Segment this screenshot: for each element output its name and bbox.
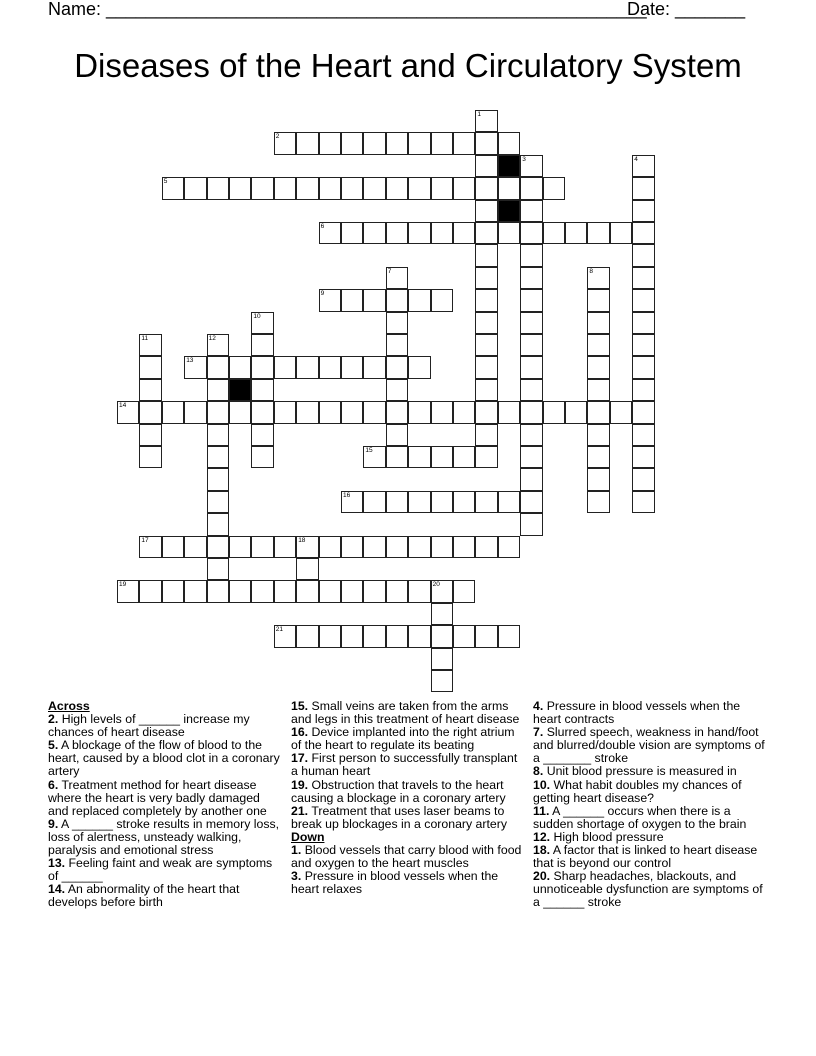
grid-cell[interactable] (184, 401, 206, 423)
grid-cell[interactable] (162, 536, 184, 558)
grid-cell[interactable] (274, 356, 296, 378)
cell-number: 8 (589, 267, 594, 275)
grid-cell[interactable] (453, 177, 475, 199)
grid-cell[interactable] (162, 580, 184, 602)
grid-cell[interactable] (408, 289, 430, 311)
grid-cell[interactable] (139, 356, 161, 378)
grid-cell[interactable] (251, 177, 273, 199)
grid-cell[interactable] (408, 491, 430, 513)
cell-number: 16 (343, 491, 351, 499)
grid-cell[interactable] (453, 446, 475, 468)
grid-cell[interactable] (632, 222, 654, 244)
grid-cell[interactable] (319, 625, 341, 647)
grid-cell[interactable] (386, 446, 408, 468)
grid-cell[interactable] (319, 177, 341, 199)
cell-number: 11 (141, 335, 149, 342)
grid-cell[interactable] (587, 222, 609, 244)
cell-number: 18 (298, 536, 306, 544)
grid-cell[interactable] (207, 536, 229, 558)
grid-cell[interactable] (520, 334, 542, 356)
grid-cell[interactable] (565, 222, 587, 244)
grid-cell[interactable] (408, 356, 430, 378)
grid-cell[interactable] (408, 446, 430, 468)
cell-number: 14 (119, 402, 127, 410)
grid-cell[interactable] (408, 132, 430, 154)
grid-cell[interactable] (408, 177, 430, 199)
clue-across-19: 19. Obstruction that travels to the heart causing a blockage in a coronary artery (291, 777, 506, 805)
grid-cell[interactable] (587, 379, 609, 401)
grid-cell[interactable] (296, 401, 318, 423)
grid-cell[interactable] (229, 580, 251, 602)
grid-cell[interactable] (475, 289, 497, 311)
grid-cell[interactable] (207, 468, 229, 490)
grid-cell[interactable] (408, 222, 430, 244)
grid-cell[interactable] (475, 424, 497, 446)
across-heading: Across (48, 699, 90, 713)
grid-cell[interactable] (319, 536, 341, 558)
grid-cell[interactable] (341, 625, 363, 647)
grid-cell[interactable] (475, 401, 497, 423)
grid-cell[interactable] (139, 379, 161, 401)
clue-down-1: 1. Blood vessels that carry blood with food and oxygen to the heart muscles (291, 843, 522, 871)
clue-column-3 (533, 700, 765, 910)
clue-across-5: 5. A blockage of the flow of blood to the heart, caused by a blood clot in a coronary artery (48, 738, 280, 779)
grid-cell[interactable] (184, 580, 206, 602)
grid-cell[interactable] (632, 200, 654, 222)
grid-cell[interactable] (453, 222, 475, 244)
grid-cell[interactable] (319, 401, 341, 423)
grid-cell[interactable] (587, 468, 609, 490)
grid-cell[interactable] (610, 401, 632, 423)
grid-cell[interactable] (341, 401, 363, 423)
grid-cell[interactable] (207, 334, 229, 356)
grid-cell[interactable] (229, 401, 251, 423)
grid-cell[interactable] (341, 491, 363, 513)
cell-number: 10 (253, 312, 261, 320)
grid-cell[interactable] (251, 379, 273, 401)
grid-cell[interactable] (498, 132, 520, 154)
grid-cell[interactable] (274, 580, 296, 602)
grid-cell[interactable] (408, 401, 430, 423)
clue-down-18: 18. A factor that is linked to heart disease that is beyond our control (533, 843, 758, 871)
clue-across-16: 16. Device implanted into the right atrium of the heart to regulate its beating (291, 725, 515, 753)
cell-number: 13 (186, 357, 194, 365)
grid-cell[interactable] (363, 401, 385, 423)
grid-block-cell (229, 379, 251, 401)
grid-cell[interactable] (207, 177, 229, 199)
grid-cell[interactable] (431, 603, 453, 625)
grid-cell[interactable] (363, 222, 385, 244)
clue-across-14: 14. An abnormality of the heart that develops before birth (48, 882, 240, 910)
grid-cell[interactable] (632, 446, 654, 468)
grid-cell[interactable] (632, 379, 654, 401)
name-line[interactable]: Name: ______________________________________________________ (48, 0, 647, 19)
grid-cell[interactable] (274, 177, 296, 199)
clue-across-6: 6. Treatment method for heart disease where the heart is very badly damaged and replaced completely by another one (48, 777, 267, 818)
cell-number: 15 (365, 447, 373, 454)
cell-number: 20 (432, 581, 440, 589)
grid-cell[interactable] (296, 580, 318, 602)
grid-cell[interactable] (251, 312, 273, 334)
grid-cell[interactable] (363, 625, 385, 647)
grid-cell[interactable] (386, 356, 408, 378)
grid-cell[interactable] (520, 200, 542, 222)
grid-cell[interactable] (319, 580, 341, 602)
grid-cell[interactable] (296, 625, 318, 647)
grid-cell[interactable] (386, 312, 408, 334)
clue-across-21: 21. Treatment that uses laser beams to break up blockages in a coronary artery (291, 803, 507, 831)
grid-cell[interactable] (431, 177, 453, 199)
grid-cell[interactable] (587, 267, 609, 289)
grid-cell[interactable] (632, 177, 654, 199)
grid-cell[interactable] (296, 558, 318, 580)
grid-cell[interactable] (587, 334, 609, 356)
clue-across-15: 15. Small veins are taken from the arms and legs in this treatment of heart disease (291, 699, 520, 727)
grid-cell[interactable] (363, 356, 385, 378)
grid-cell[interactable] (341, 289, 363, 311)
grid-cell[interactable] (520, 289, 542, 311)
clue-down-20: 20. Sharp headaches, blackouts, and unnoticeable dysfunction are symptoms of a ______ stroke (533, 869, 763, 910)
grid-cell[interactable] (543, 177, 565, 199)
page-title: Diseases of the Heart and Circulatory System (74, 47, 742, 84)
grid-cell[interactable] (296, 356, 318, 378)
grid-cell[interactable] (386, 625, 408, 647)
clue-down-7: 7. Slurred speech, weakness in hand/foot and blurred/double vision are symptoms of a _______ stroke (533, 725, 765, 766)
grid-cell[interactable] (363, 177, 385, 199)
grid-cell[interactable] (565, 401, 587, 423)
grid-cell[interactable] (341, 177, 363, 199)
grid-cell[interactable] (520, 424, 542, 446)
grid-cell[interactable] (475, 446, 497, 468)
clue-down-12: 12. High blood pressure (533, 829, 664, 844)
grid-cell[interactable] (431, 446, 453, 468)
grid-cell[interactable] (520, 356, 542, 378)
clue-across-17: 17. First person to successfully transplant a human heart (291, 751, 518, 779)
cell-number: 21 (275, 626, 284, 634)
grid-cell[interactable] (431, 648, 453, 670)
grid-cell[interactable] (632, 155, 654, 177)
grid-cell[interactable] (207, 491, 229, 513)
grid-cell[interactable] (520, 401, 542, 423)
grid-cell[interactable] (520, 491, 542, 513)
grid-cell[interactable] (251, 334, 273, 356)
clue-down-10: 10. What habit doubles my chances of getting heart disease? (533, 777, 742, 805)
grid-cell[interactable] (453, 580, 475, 602)
grid-cell[interactable] (475, 155, 497, 177)
grid-cell[interactable] (632, 289, 654, 311)
grid-cell[interactable] (207, 513, 229, 535)
grid-cell[interactable] (520, 155, 542, 177)
grid-cell[interactable] (475, 536, 497, 558)
grid-cell[interactable] (363, 536, 385, 558)
grid-cell[interactable] (475, 177, 497, 199)
grid-cell[interactable] (117, 580, 139, 602)
cell-number: 1 (477, 111, 482, 118)
grid-cell[interactable] (386, 401, 408, 423)
grid-cell[interactable] (139, 536, 161, 558)
grid-cell[interactable] (386, 491, 408, 513)
date-line[interactable]: Date: _______ (627, 0, 746, 19)
grid-cell[interactable] (475, 356, 497, 378)
grid-cell[interactable] (139, 446, 161, 468)
cell-number: 12 (208, 335, 216, 342)
grid-cell[interactable] (475, 334, 497, 356)
grid-cell[interactable] (207, 379, 229, 401)
grid-cell[interactable] (520, 177, 542, 199)
grid-cell[interactable] (632, 491, 654, 513)
grid-cell[interactable] (632, 468, 654, 490)
grid-cell[interactable] (229, 356, 251, 378)
grid-cell[interactable] (453, 536, 475, 558)
grid-cell[interactable] (274, 536, 296, 558)
grid-cell[interactable] (587, 312, 609, 334)
grid-cell[interactable] (431, 289, 453, 311)
grid-cell[interactable] (520, 379, 542, 401)
clue-across-13: 13. Feeling faint and weak are symptoms of ______ (48, 856, 273, 884)
grid-cell[interactable] (475, 222, 497, 244)
grid-cell[interactable] (363, 289, 385, 311)
grid-cell[interactable] (610, 222, 632, 244)
grid-cell[interactable] (251, 401, 273, 423)
grid-cell[interactable] (632, 267, 654, 289)
grid-cell[interactable] (431, 625, 453, 647)
grid-cell[interactable] (475, 267, 497, 289)
grid-cell[interactable] (543, 401, 565, 423)
grid-cell[interactable] (632, 356, 654, 378)
grid-cell[interactable] (386, 379, 408, 401)
grid-cell[interactable] (251, 356, 273, 378)
grid-block-cell (498, 200, 520, 222)
grid-cell[interactable] (386, 424, 408, 446)
grid-cell[interactable] (520, 468, 542, 490)
grid-cell[interactable] (587, 424, 609, 446)
cell-number: 3 (522, 155, 526, 163)
grid-block-cell (498, 155, 520, 177)
grid-cell[interactable] (386, 132, 408, 154)
grid-cell[interactable] (453, 132, 475, 154)
grid-cell[interactable] (296, 177, 318, 199)
grid-cell[interactable] (498, 177, 520, 199)
grid-cell[interactable] (139, 334, 161, 356)
grid-cell[interactable] (431, 401, 453, 423)
grid-cell[interactable] (475, 312, 497, 334)
clue-down-8: 8. Unit blood pressure is measured in (533, 764, 737, 779)
grid-cell[interactable] (274, 401, 296, 423)
grid-cell[interactable] (632, 401, 654, 423)
grid-cell[interactable] (363, 491, 385, 513)
grid-cell[interactable] (386, 177, 408, 199)
grid-cell[interactable] (274, 132, 296, 154)
grid-cell[interactable] (453, 401, 475, 423)
grid-cell[interactable] (431, 670, 453, 692)
grid-cell[interactable] (632, 244, 654, 266)
grid-cell[interactable] (520, 513, 542, 535)
grid-cell[interactable] (341, 580, 363, 602)
grid-cell[interactable] (251, 424, 273, 446)
grid-cell[interactable] (408, 625, 430, 647)
grid-cell[interactable] (587, 356, 609, 378)
grid-cell[interactable] (431, 491, 453, 513)
clue-column-2 (291, 700, 523, 896)
grid-cell[interactable] (341, 536, 363, 558)
grid-cell[interactable] (632, 312, 654, 334)
grid-cell[interactable] (363, 132, 385, 154)
clue-down-11: 11. A ______ occurs when there is a sudden shortage of oxygen to the brain (533, 803, 747, 831)
clue-column-1 (48, 700, 280, 910)
grid-cell[interactable] (498, 536, 520, 558)
grid-cell[interactable] (363, 446, 385, 468)
grid-cell[interactable] (543, 222, 565, 244)
cell-number: 19 (119, 581, 127, 589)
grid-cell[interactable] (296, 132, 318, 154)
grid-cell[interactable] (319, 132, 341, 154)
grid-cell[interactable] (341, 222, 363, 244)
down-heading: Down (291, 829, 325, 844)
cell-number: 9 (320, 290, 325, 298)
clue-down-3: 3. Pressure in blood vessels when the heart relaxes (291, 869, 499, 897)
grid-cell[interactable] (475, 200, 497, 222)
grid-cell[interactable] (386, 289, 408, 311)
grid-cell[interactable] (162, 177, 184, 199)
grid-cell[interactable] (520, 222, 542, 244)
grid-cell[interactable] (475, 625, 497, 647)
grid-cell[interactable] (386, 334, 408, 356)
grid-cell[interactable] (207, 424, 229, 446)
grid-cell[interactable] (207, 580, 229, 602)
grid-cell[interactable] (207, 446, 229, 468)
grid-cell[interactable] (520, 312, 542, 334)
grid-cell[interactable] (207, 356, 229, 378)
grid-cell[interactable] (386, 580, 408, 602)
grid-cell[interactable] (520, 446, 542, 468)
grid-cell[interactable] (520, 267, 542, 289)
grid-cell[interactable] (207, 558, 229, 580)
grid-cell[interactable] (319, 222, 341, 244)
grid-cell[interactable] (184, 356, 206, 378)
grid-cell[interactable] (296, 536, 318, 558)
grid-cell[interactable] (475, 491, 497, 513)
cell-number: 17 (141, 536, 149, 544)
grid-cell[interactable] (587, 401, 609, 423)
grid-cell[interactable] (453, 625, 475, 647)
grid-cell[interactable] (184, 177, 206, 199)
grid-cell[interactable] (319, 356, 341, 378)
clue-down-4: 4. Pressure in blood vessels when the heart contracts (533, 699, 741, 727)
grid-cell[interactable] (498, 625, 520, 647)
grid-cell[interactable] (162, 401, 184, 423)
grid-cell[interactable] (498, 491, 520, 513)
grid-cell[interactable] (453, 491, 475, 513)
grid-cell[interactable] (475, 244, 497, 266)
clue-across-2: 2. High levels of ______ increase my chances of heart disease (48, 712, 250, 740)
grid-cell[interactable] (319, 289, 341, 311)
grid-cell[interactable] (139, 424, 161, 446)
grid-cell[interactable] (520, 244, 542, 266)
grid-cell[interactable] (431, 536, 453, 558)
grid-cell[interactable] (251, 580, 273, 602)
cell-number: 5 (163, 178, 168, 186)
grid-cell[interactable] (431, 132, 453, 154)
cell-number: 2 (275, 133, 280, 141)
grid-cell[interactable] (363, 580, 385, 602)
cell-number: 6 (320, 223, 325, 230)
grid-cell[interactable] (251, 536, 273, 558)
grid-cell[interactable] (117, 401, 139, 423)
grid-cell[interactable] (139, 580, 161, 602)
grid-cell[interactable] (274, 625, 296, 647)
grid-cell[interactable] (475, 132, 497, 154)
grid-cell[interactable] (341, 356, 363, 378)
grid-cell[interactable] (386, 536, 408, 558)
grid-cell[interactable] (184, 536, 206, 558)
cell-number: 7 (387, 267, 392, 275)
grid-cell[interactable] (475, 110, 497, 132)
grid-cell[interactable] (386, 222, 408, 244)
clue-across-9: 9. A ______ stroke results in memory loss, loss of alertness, unsteady walking, paralysis and emotional stress (48, 816, 280, 858)
grid-cell[interactable] (229, 177, 251, 199)
cell-number: 4 (634, 155, 638, 163)
grid-cell[interactable] (498, 401, 520, 423)
grid-cell[interactable] (207, 401, 229, 423)
grid-cell[interactable] (587, 289, 609, 311)
grid-cell[interactable] (632, 424, 654, 446)
grid-cell[interactable] (251, 446, 273, 468)
grid-cell[interactable] (386, 267, 408, 289)
grid-cell[interactable] (229, 536, 251, 558)
grid-cell[interactable] (408, 536, 430, 558)
grid-cell[interactable] (408, 580, 430, 602)
grid-cell[interactable] (632, 334, 654, 356)
grid-cell[interactable] (475, 379, 497, 401)
grid-cell[interactable] (498, 222, 520, 244)
grid-cell[interactable] (587, 491, 609, 513)
grid-cell[interactable] (341, 132, 363, 154)
grid-cell[interactable] (431, 580, 453, 602)
grid-cell[interactable] (587, 446, 609, 468)
grid-cell[interactable] (431, 222, 453, 244)
grid-cell[interactable] (139, 401, 161, 423)
